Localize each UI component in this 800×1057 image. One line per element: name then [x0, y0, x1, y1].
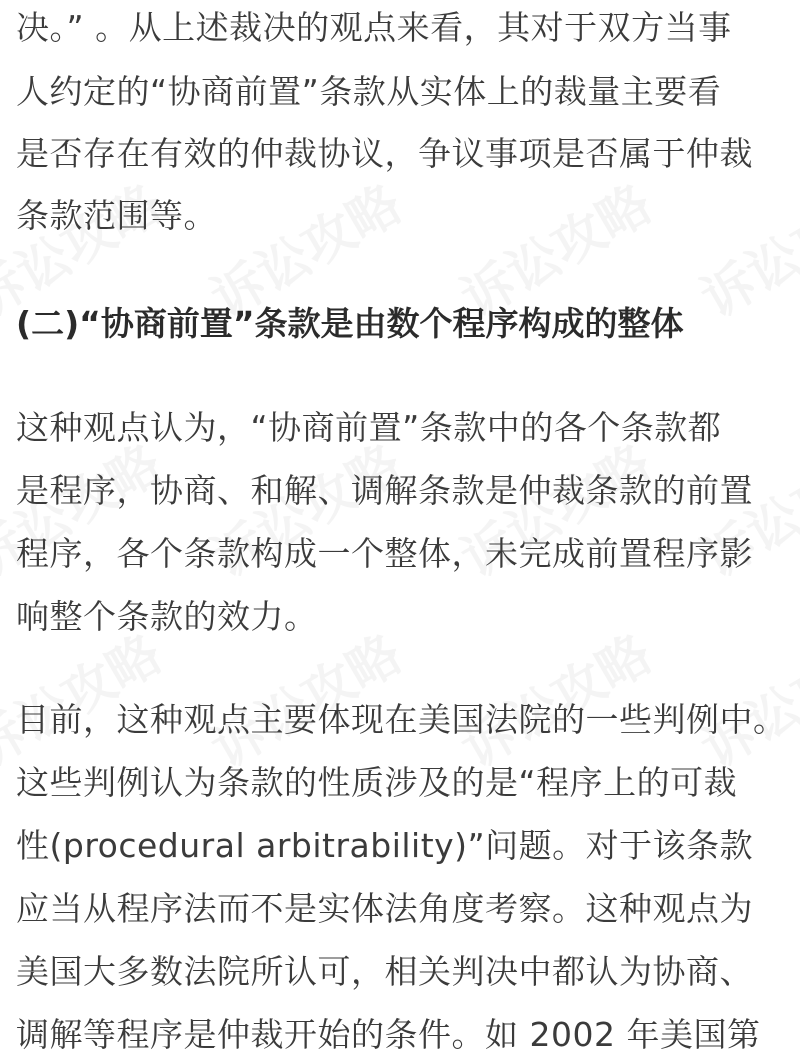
watermark: [445, 613, 663, 782]
text-line: 响整个条款的效力。: [16, 597, 318, 636]
text-line: 是否存在有效的仲裁协议，争议事项是否属于仲裁: [16, 134, 753, 173]
text-line: 目前，这种观点主要体现在美国法院的一些判例中。: [16, 700, 787, 739]
watermark: [685, 613, 800, 782]
watermark: [195, 613, 413, 782]
text-line: 这些判例认为条款的性质涉及的是“程序上的可裁: [16, 763, 738, 802]
text-line: 性(procedural arbitrability)”问题。对于该条款: [16, 826, 754, 865]
text-line: 决。” 。从上述裁决的观点来看，其对于双方当事: [16, 8, 732, 47]
text-line: 应当从程序法而不是实体法角度考察。这种观点为: [16, 889, 753, 928]
text-line: 美国大多数法院所认可，相关判决中都认为协商、: [16, 952, 753, 991]
text-line: 这种观点认为，“协商前置”条款中的各个条款都: [16, 408, 722, 447]
text-line: 是程序，协商、和解、调解条款是仲裁条款的前置: [16, 471, 753, 510]
section-heading: (二)“协商前置”条款是由数个程序构成的整体: [16, 304, 684, 343]
watermark: [0, 613, 173, 782]
text-line: 人约定的“协商前置”条款从实体上的裁量主要看: [16, 72, 722, 111]
text-line: 调解等程序是仲裁开始的条件。如 2002 年美国第: [16, 1015, 761, 1054]
text-line: 条款范围等。: [16, 196, 217, 235]
text-line: 程序，各个条款构成一个整体，未完成前置程序影: [16, 534, 753, 573]
